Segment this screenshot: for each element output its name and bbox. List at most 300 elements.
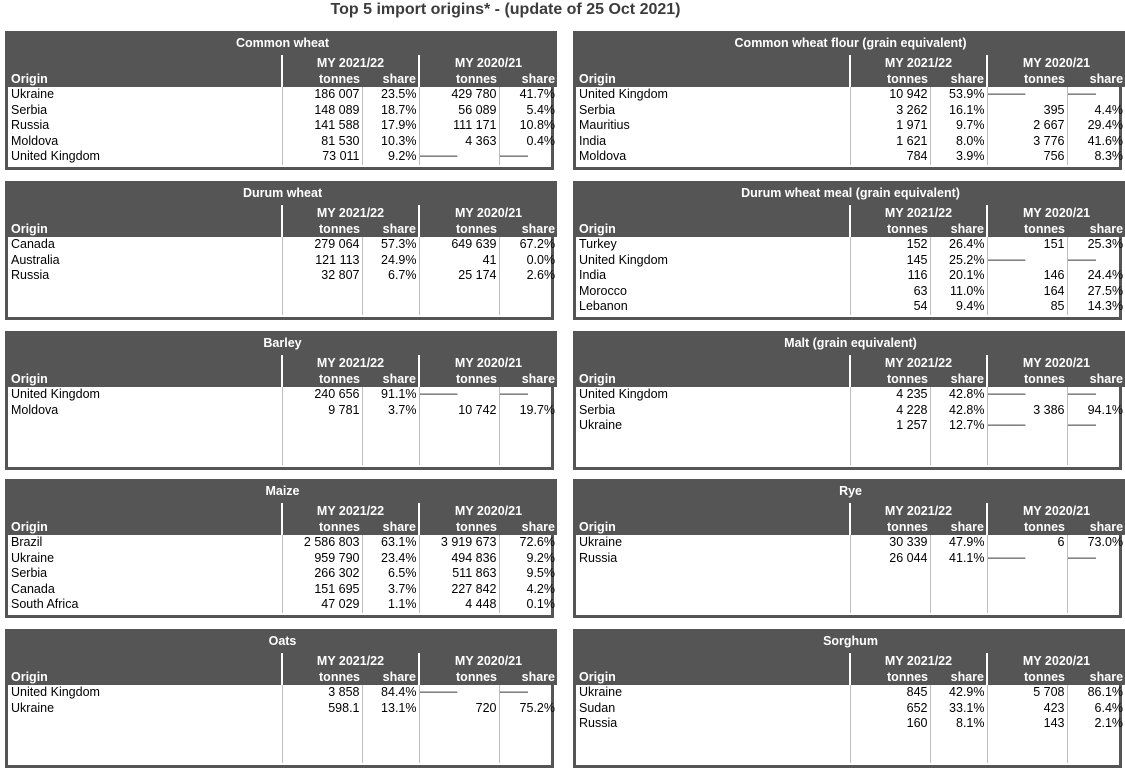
table-row [576, 434, 1125, 450]
cell-tonnes-2021-22 [850, 597, 930, 613]
cell-share-2020-21: 10.8% [499, 118, 557, 134]
cell-tonnes-2020-21 [419, 449, 499, 465]
cell-tonnes-2021-22 [850, 732, 930, 748]
cell-tonnes-2020-21: 720 [419, 701, 499, 717]
cell-share-2020-21: 27.5% [1067, 284, 1125, 300]
cell-origin: Sudan [579, 700, 616, 715]
import-table [8, 181, 557, 315]
import-panel [573, 629, 1122, 768]
cell-share-2021-22 [930, 732, 987, 748]
cell-origin: Serbia [11, 102, 48, 117]
panel-title: Rye [576, 479, 1125, 503]
header-blank [8, 55, 282, 71]
table-row [576, 134, 1125, 150]
import-panel [5, 181, 554, 320]
panel-title: Maize [8, 479, 557, 503]
cell-share-2021-22 [362, 449, 419, 465]
cell-share-2020-21: 94.1% [1067, 403, 1125, 419]
header-my-2021-22: MY 2021/22 [850, 205, 987, 221]
cell-share-2021-22: 26.4% [930, 237, 987, 253]
cell-tonnes-2020-21: 395 [987, 103, 1067, 119]
cell-tonnes-2021-22: 652 [850, 701, 930, 717]
cell-share-2021-22: 91.1% [362, 387, 419, 403]
cell-origin: United Kingdom [579, 252, 668, 267]
cell-origin: Serbia [579, 402, 616, 417]
cell-share-2021-22: 24.9% [362, 253, 419, 269]
cell-share-2021-22 [362, 747, 419, 763]
cell-share-2020-21 [1067, 566, 1125, 582]
header-share: share [362, 519, 419, 535]
cell-tonnes-2020-21 [419, 716, 499, 732]
cell-tonnes-2021-22: 3 262 [850, 103, 930, 119]
import-table [8, 331, 557, 465]
cell-share-2021-22: 9.4% [930, 299, 987, 315]
cell-share-2021-22: 53.9% [930, 87, 987, 103]
header-share: share [1067, 221, 1125, 237]
cell-tonnes-2020-21: 756 [987, 149, 1067, 165]
cell-tonnes-2020-21: 4 363 [419, 134, 499, 150]
header-share: share [499, 71, 557, 87]
cell-share-2021-22: 41.1% [930, 551, 987, 567]
header-blank [576, 355, 850, 371]
header-tonnes: tonnes [282, 371, 362, 387]
header-my-2021-22: MY 2021/22 [850, 55, 987, 71]
table-row [576, 149, 1125, 165]
header-my-2021-22: MY 2021/22 [850, 355, 987, 371]
cell-share-2020-21: 72.6% [499, 535, 557, 551]
cell-share-2020-21 [499, 434, 557, 450]
cell-tonnes-2021-22: 1 257 [850, 418, 930, 434]
cell-origin: Ukraine [579, 685, 623, 700]
cell-tonnes-2020-21 [987, 747, 1067, 763]
cell-origin [8, 418, 282, 434]
cell-origin: Moldova [11, 402, 59, 417]
cell-tonnes-2021-22: 54 [850, 299, 930, 315]
cell-origin: Lebanon [579, 299, 628, 314]
header-blank [576, 503, 850, 519]
cell-share-2020-21 [1067, 597, 1125, 613]
panel-title: Sorghum [576, 629, 1125, 653]
table-row [576, 747, 1125, 763]
cell-tonnes-2021-22: 32 807 [282, 268, 362, 284]
cell-tonnes-2021-22 [282, 747, 362, 763]
table-row [576, 103, 1125, 119]
cell-share-2021-22 [362, 299, 419, 315]
cell-tonnes-2021-22: 4 235 [850, 387, 930, 403]
header-tonnes: tonnes [419, 519, 499, 535]
cell-tonnes-2021-22: 30 339 [850, 535, 930, 551]
cell-share-2021-22: 9.7% [930, 118, 987, 134]
header-share: share [1067, 519, 1125, 535]
header-tonnes: tonnes [282, 669, 362, 685]
cell-origin: United Kingdom [11, 387, 100, 402]
cell-tonnes-2021-22: 148 089 [282, 103, 362, 119]
cell-share-2020-21: 4.4% [1067, 103, 1125, 119]
panel-title: Common wheat flour (grain equivalent) [576, 31, 1125, 55]
cell-tonnes-2020-21: ---------------- [987, 87, 1067, 103]
cell-share-2020-21: ------------ [499, 685, 557, 701]
cell-share-2020-21: 19.7% [499, 403, 557, 419]
cell-share-2021-22: 23.4% [362, 551, 419, 567]
cell-origin: Australia [11, 252, 60, 267]
table-row [576, 387, 1125, 403]
import-table [576, 31, 1125, 165]
cell-tonnes-2021-22 [850, 449, 930, 465]
header-tonnes: tonnes [850, 669, 930, 685]
cell-share-2020-21: 67.2% [499, 237, 557, 253]
header-share: share [930, 519, 987, 535]
cell-tonnes-2021-22: 266 302 [282, 566, 362, 582]
cell-tonnes-2021-22 [850, 582, 930, 598]
cell-tonnes-2020-21: 111 171 [419, 118, 499, 134]
table-row [8, 299, 557, 315]
import-panel [5, 479, 554, 618]
header-tonnes: tonnes [987, 371, 1067, 387]
header-my-2021-22: MY 2021/22 [282, 653, 419, 669]
cell-origin: Ukraine [11, 87, 55, 102]
cell-origin: Russia [579, 716, 618, 731]
page-title: Top 5 import origins* - (update of 25 Oct 2021) [330, 1, 681, 18]
header-tonnes: tonnes [987, 519, 1067, 535]
cell-tonnes-2020-21: 429 780 [419, 87, 499, 103]
cell-share-2020-21: 2.6% [499, 268, 557, 284]
panel-title: Common wheat [8, 31, 557, 55]
cell-share-2021-22 [930, 582, 987, 598]
header-tonnes: tonnes [850, 221, 930, 237]
cell-tonnes-2020-21: 4 448 [419, 597, 499, 613]
header-tonnes: tonnes [282, 71, 362, 87]
panel-title: Durum wheat [8, 181, 557, 205]
cell-share-2020-21: 8.3% [1067, 149, 1125, 165]
panel-title: Durum wheat meal (grain equivalent) [576, 181, 1125, 205]
table-row [8, 747, 557, 763]
cell-share-2021-22 [362, 732, 419, 748]
cell-origin: Canada [11, 581, 55, 596]
cell-tonnes-2021-22: 47 029 [282, 597, 362, 613]
header-share: share [499, 519, 557, 535]
cell-origin: Serbia [579, 102, 616, 117]
cell-tonnes-2020-21: 227 842 [419, 582, 499, 598]
cell-origin [8, 732, 282, 748]
cell-origin [8, 449, 282, 465]
cell-tonnes-2021-22 [282, 449, 362, 465]
header-origin: Origin [576, 221, 850, 237]
cell-share-2020-21: ------------ [1067, 551, 1125, 567]
table-row [8, 134, 557, 150]
table-row [576, 701, 1125, 717]
import-panel [573, 181, 1122, 320]
table-row [576, 87, 1125, 103]
header-blank [576, 653, 850, 669]
cell-share-2020-21: 25.3% [1067, 237, 1125, 253]
table-row [8, 551, 557, 567]
cell-share-2020-21: 29.4% [1067, 118, 1125, 134]
header-share: share [499, 221, 557, 237]
cell-tonnes-2020-21 [987, 566, 1067, 582]
header-my-2021-22: MY 2021/22 [282, 205, 419, 221]
cell-share-2020-21: ------------ [1067, 253, 1125, 269]
cell-share-2021-22: 10.3% [362, 134, 419, 150]
header-my-2021-22: MY 2021/22 [850, 653, 987, 669]
cell-tonnes-2020-21 [987, 582, 1067, 598]
table-row [8, 449, 557, 465]
table-row [576, 237, 1125, 253]
table-row [8, 685, 557, 701]
cell-origin: Ukraine [11, 700, 55, 715]
cell-tonnes-2021-22: 1 971 [850, 118, 930, 134]
table-row [8, 118, 557, 134]
cell-tonnes-2020-21: ---------------- [419, 387, 499, 403]
cell-share-2020-21 [1067, 434, 1125, 450]
header-tonnes: tonnes [282, 221, 362, 237]
cell-share-2021-22: 42.8% [930, 387, 987, 403]
table-row [8, 732, 557, 748]
header-share: share [1067, 669, 1125, 685]
cell-tonnes-2020-21: ---------------- [987, 418, 1067, 434]
header-share: share [362, 371, 419, 387]
cell-share-2020-21: ------------ [1067, 87, 1125, 103]
cell-share-2020-21: 24.4% [1067, 268, 1125, 284]
cell-share-2020-21: 9.5% [499, 566, 557, 582]
panel-title: Malt (grain equivalent) [576, 331, 1125, 355]
cell-share-2021-22: 11.0% [930, 284, 987, 300]
cell-origin: Ukraine [579, 418, 623, 433]
import-panel [5, 31, 554, 170]
table-row [8, 268, 557, 284]
cell-origin: South Africa [11, 597, 79, 612]
cell-tonnes-2020-21 [987, 449, 1067, 465]
table-row [576, 535, 1125, 551]
table-row [8, 597, 557, 613]
panel-title: Barley [8, 331, 557, 355]
cell-origin: United Kingdom [11, 149, 100, 164]
cell-tonnes-2020-21: 164 [987, 284, 1067, 300]
cell-share-2020-21: 41.7% [499, 87, 557, 103]
cell-origin: Ukraine [579, 535, 623, 550]
cell-tonnes-2020-21: 494 836 [419, 551, 499, 567]
header-my-2020-21: MY 2020/21 [419, 55, 557, 71]
header-tonnes: tonnes [987, 221, 1067, 237]
cell-tonnes-2020-21: 151 [987, 237, 1067, 253]
cell-tonnes-2021-22 [850, 747, 930, 763]
cell-origin: Mauritius [579, 118, 630, 133]
cell-origin [576, 747, 850, 763]
cell-share-2020-21: ------------ [1067, 387, 1125, 403]
header-tonnes: tonnes [987, 669, 1067, 685]
import-panel [5, 629, 554, 768]
header-my-2021-22: MY 2021/22 [282, 355, 419, 371]
cell-origin: United Kingdom [579, 87, 668, 102]
cell-tonnes-2020-21: ---------------- [987, 387, 1067, 403]
header-tonnes: tonnes [419, 221, 499, 237]
header-my-2020-21: MY 2020/21 [987, 355, 1125, 371]
cell-origin [576, 582, 850, 598]
cell-share-2021-22: 3.7% [362, 582, 419, 598]
cell-origin: Brazil [11, 535, 43, 550]
header-my-2021-22: MY 2021/22 [282, 503, 419, 519]
cell-origin: Russia [11, 268, 50, 283]
header-tonnes: tonnes [419, 371, 499, 387]
cell-share-2020-21 [1067, 747, 1125, 763]
cell-share-2021-22 [930, 434, 987, 450]
table-row [576, 685, 1125, 701]
cell-tonnes-2020-21: 56 089 [419, 103, 499, 119]
cell-tonnes-2021-22: 4 228 [850, 403, 930, 419]
table-row [576, 418, 1125, 434]
cell-tonnes-2021-22: 9 781 [282, 403, 362, 419]
table-row [576, 118, 1125, 134]
cell-tonnes-2021-22: 3 858 [282, 685, 362, 701]
table-row [8, 701, 557, 717]
header-share: share [499, 669, 557, 685]
header-blank [8, 355, 282, 371]
header-tonnes: tonnes [850, 71, 930, 87]
cell-share-2020-21: 41.6% [1067, 134, 1125, 150]
cell-tonnes-2020-21: 143 [987, 716, 1067, 732]
cell-tonnes-2021-22: 141 588 [282, 118, 362, 134]
header-my-2020-21: MY 2020/21 [987, 55, 1125, 71]
cell-origin [576, 434, 850, 450]
cell-share-2020-21: 14.3% [1067, 299, 1125, 315]
import-table [8, 629, 557, 763]
cell-tonnes-2020-21: 6 [987, 535, 1067, 551]
import-table [576, 479, 1125, 613]
cell-tonnes-2021-22: 152 [850, 237, 930, 253]
cell-share-2021-22: 63.1% [362, 535, 419, 551]
cell-tonnes-2020-21: 85 [987, 299, 1067, 315]
table-row [576, 716, 1125, 732]
header-origin: Origin [576, 669, 850, 685]
header-my-2021-22: MY 2021/22 [282, 55, 419, 71]
table-row [8, 716, 557, 732]
cell-share-2020-21: 0.4% [499, 134, 557, 150]
cell-share-2020-21 [499, 299, 557, 315]
cell-tonnes-2021-22: 116 [850, 268, 930, 284]
cell-tonnes-2020-21 [987, 597, 1067, 613]
cell-share-2021-22: 84.4% [362, 685, 419, 701]
header-share: share [1067, 71, 1125, 87]
import-panel [573, 331, 1122, 470]
header-origin: Origin [576, 71, 850, 87]
table-row [8, 284, 557, 300]
cell-share-2021-22: 8.1% [930, 716, 987, 732]
cell-tonnes-2020-21: 423 [987, 701, 1067, 717]
cell-tonnes-2021-22: 186 007 [282, 87, 362, 103]
cell-share-2021-22: 3.7% [362, 403, 419, 419]
cell-share-2021-22: 18.7% [362, 103, 419, 119]
cell-tonnes-2020-21: ---------------- [419, 149, 499, 165]
table-row [8, 582, 557, 598]
cell-share-2020-21: 9.2% [499, 551, 557, 567]
cell-tonnes-2021-22: 81 530 [282, 134, 362, 150]
cell-share-2021-22 [362, 716, 419, 732]
header-share: share [930, 669, 987, 685]
cell-share-2021-22: 23.5% [362, 87, 419, 103]
cell-share-2021-22: 25.2% [930, 253, 987, 269]
header-tonnes: tonnes [850, 519, 930, 535]
cell-origin [8, 284, 282, 300]
table-row [8, 237, 557, 253]
header-tonnes: tonnes [850, 371, 930, 387]
header-my-2020-21: MY 2020/21 [419, 205, 557, 221]
cell-share-2020-21: 4.2% [499, 582, 557, 598]
cell-origin: India [579, 133, 607, 148]
cell-tonnes-2021-22: 240 656 [282, 387, 362, 403]
cell-share-2021-22 [362, 418, 419, 434]
cell-share-2021-22: 33.1% [930, 701, 987, 717]
cell-tonnes-2021-22 [850, 434, 930, 450]
header-my-2020-21: MY 2020/21 [987, 205, 1125, 221]
cell-share-2020-21 [499, 418, 557, 434]
cell-origin: Morocco [579, 283, 627, 298]
cell-share-2021-22 [930, 747, 987, 763]
header-origin: Origin [8, 371, 282, 387]
cell-share-2020-21 [1067, 582, 1125, 598]
cell-share-2021-22: 16.1% [930, 103, 987, 119]
table-row [576, 597, 1125, 613]
header-my-2020-21: MY 2020/21 [419, 503, 557, 519]
cell-origin: Russia [11, 118, 50, 133]
import-panel [5, 331, 554, 470]
header-origin: Origin [8, 519, 282, 535]
cell-share-2020-21 [1067, 449, 1125, 465]
table-row [8, 149, 557, 165]
table-row [8, 387, 557, 403]
table-row [8, 403, 557, 419]
table-row [576, 449, 1125, 465]
cell-share-2021-22: 3.9% [930, 149, 987, 165]
cell-tonnes-2021-22 [282, 418, 362, 434]
cell-tonnes-2020-21: ---------------- [419, 685, 499, 701]
cell-tonnes-2020-21: 649 639 [419, 237, 499, 253]
cell-share-2020-21 [499, 284, 557, 300]
cell-tonnes-2021-22: 279 064 [282, 237, 362, 253]
import-table [8, 479, 557, 613]
cell-origin [8, 299, 282, 315]
header-origin: Origin [8, 221, 282, 237]
cell-origin: India [579, 268, 607, 283]
cell-share-2021-22: 57.3% [362, 237, 419, 253]
import-panel [573, 479, 1122, 618]
cell-origin [576, 449, 850, 465]
cell-origin [8, 747, 282, 763]
cell-tonnes-2021-22: 845 [850, 685, 930, 701]
cell-tonnes-2021-22 [850, 566, 930, 582]
cell-tonnes-2020-21: 41 [419, 253, 499, 269]
cell-tonnes-2021-22: 2 586 803 [282, 535, 362, 551]
cell-tonnes-2021-22: 10 942 [850, 87, 930, 103]
cell-share-2020-21: 0.1% [499, 597, 557, 613]
cell-tonnes-2021-22: 160 [850, 716, 930, 732]
cell-tonnes-2020-21: 25 174 [419, 268, 499, 284]
cell-share-2021-22: 1.1% [362, 597, 419, 613]
header-my-2021-22: MY 2021/22 [850, 503, 987, 519]
cell-share-2021-22: 9.2% [362, 149, 419, 165]
cell-tonnes-2020-21 [987, 732, 1067, 748]
cell-share-2021-22: 6.5% [362, 566, 419, 582]
cell-tonnes-2020-21: 146 [987, 268, 1067, 284]
cell-share-2021-22: 17.9% [362, 118, 419, 134]
header-origin: Origin [8, 71, 282, 87]
cell-share-2021-22 [930, 449, 987, 465]
cell-share-2020-21: 2.1% [1067, 716, 1125, 732]
header-tonnes: tonnes [419, 669, 499, 685]
cell-share-2020-21: ------------ [1067, 418, 1125, 434]
header-origin: Origin [8, 669, 282, 685]
header-blank [8, 205, 282, 221]
cell-share-2021-22: 6.7% [362, 268, 419, 284]
cell-tonnes-2021-22 [282, 284, 362, 300]
